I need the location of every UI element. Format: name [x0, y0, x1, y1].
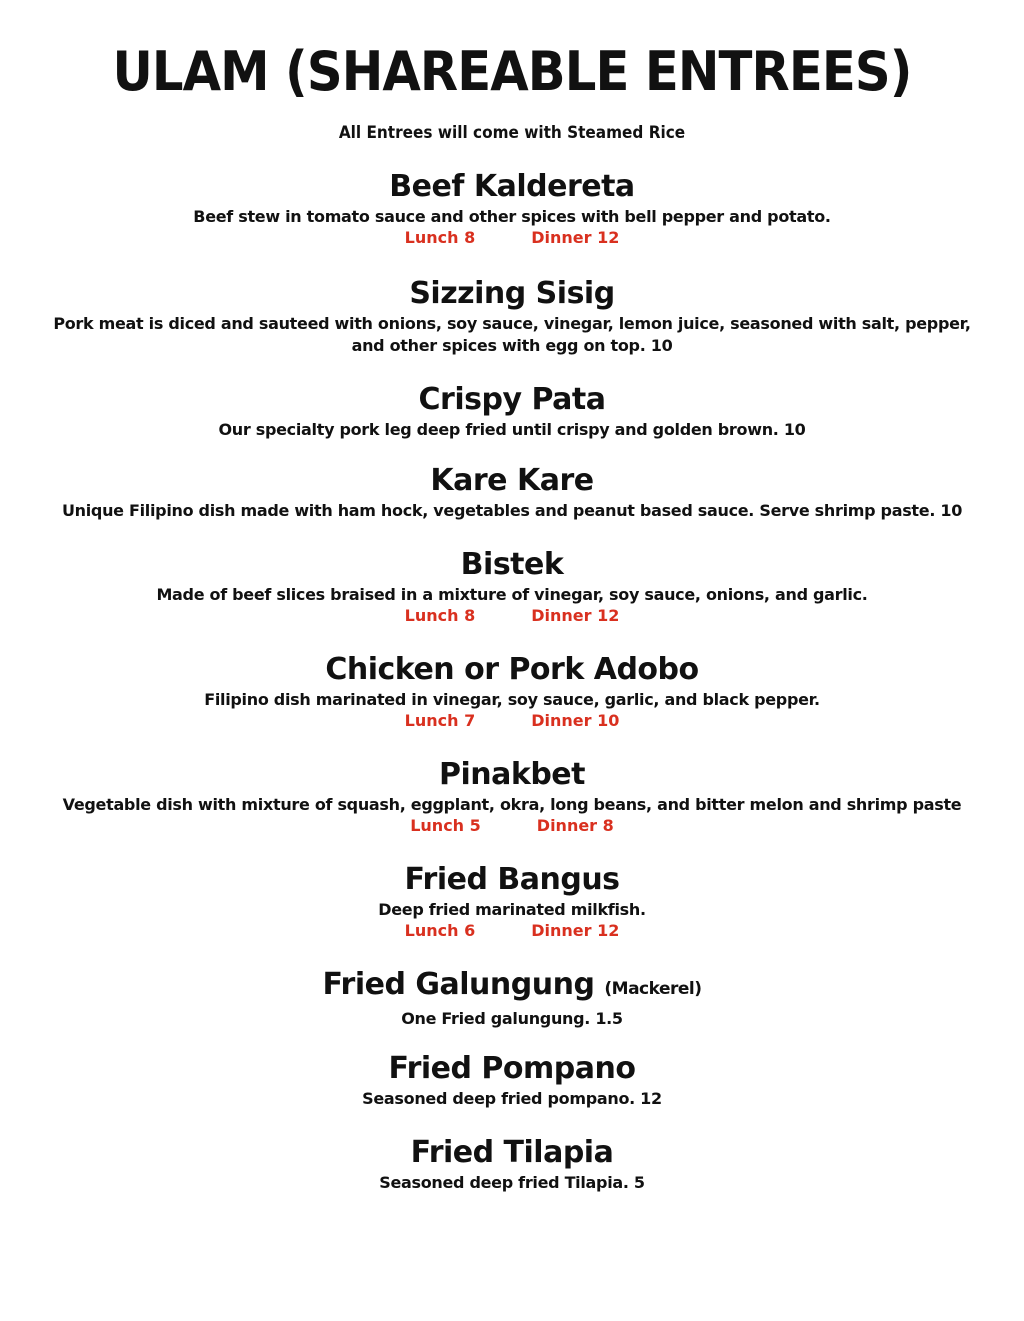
item-description: One Fried galungung. 1.5 [401, 1009, 623, 1028]
menu-item-crispy-pata [40, 381, 984, 441]
lunch-price: Lunch 7 [404, 711, 476, 730]
menu-item-beef-kaldereta [40, 168, 984, 248]
lunch-price: Lunch 5 [410, 816, 481, 835]
item-description: Filipino dish marinated in vinegar, soy sauce, garlic, and black pepper. [204, 690, 820, 709]
item-name: Chicken or Pork Adobo [325, 652, 699, 687]
item-description: Deep fried marinated milkfish. [378, 900, 646, 919]
item-description: Made of beef slices braised in a mixture of vinegar, soy sauce, onions, and garlic. [156, 585, 868, 604]
item-name: Sizzing Sisig [409, 276, 615, 311]
page-subtitle: All Entrees will come with Steamed Rice [338, 123, 686, 143]
lunch-price: Lunch 8 [404, 228, 476, 247]
item-description: Pork meat is diced and sauteed with onions, soy sauce, vinegar, lemon juice, seasoned with salt, pepper, and other spices with egg on top. 10 [53, 314, 971, 355]
dinner-price: Dinner 10 [531, 711, 620, 730]
lunch-price: Lunch 6 [404, 921, 476, 940]
dinner-price: Dinner 12 [531, 228, 620, 247]
item-description: Vegetable dish with mixture of squash, eggplant, okra, long beans, and bitter melon and shrimp paste [62, 795, 962, 814]
item-name: Beef Kaldereta [389, 169, 635, 204]
item-name: Crispy Pata [418, 382, 606, 417]
item-prices [40, 711, 984, 731]
item-description: Seasoned deep fried Tilapia. 5 [379, 1173, 645, 1192]
dinner-price: Dinner 8 [536, 816, 614, 835]
item-note: (Mackerel) [604, 979, 702, 999]
menu-item-pinakbet [40, 756, 984, 836]
item-prices [40, 921, 984, 941]
item-prices [40, 816, 984, 836]
item-name: Bistek [460, 547, 564, 582]
menu-item-sizzing-sisig [40, 275, 984, 357]
item-name: Fried Bangus [404, 862, 620, 897]
menu-item-adobo [40, 651, 984, 731]
menu-item-bistek [40, 546, 984, 626]
item-prices [40, 606, 984, 626]
item-name-row [40, 966, 984, 1008]
item-description: Beef stew in tomato sauce and other spices with bell pepper and potato. [193, 207, 831, 226]
dinner-price: Dinner 12 [531, 606, 620, 625]
item-name: Fried Galungung [322, 967, 595, 1002]
item-name: Fried Tilapia [410, 1135, 614, 1170]
dinner-price: Dinner 12 [531, 921, 620, 940]
page-title: ULAM (SHAREABLE ENTREES) [112, 40, 912, 103]
item-prices [40, 228, 984, 248]
item-name: Fried Pompano [388, 1051, 636, 1086]
lunch-price: Lunch 8 [404, 606, 476, 625]
item-description: Unique Filipino dish made with ham hock, vegetables and peanut based sauce. Serve shrimp paste. 10 [61, 501, 963, 520]
item-name: Pinakbet [439, 757, 585, 792]
menu-item-fried-tilapia [40, 1134, 984, 1194]
menu-item-kare-kare [40, 462, 984, 522]
menu-item-fried-galungung [40, 966, 984, 1030]
item-description: Our specialty pork leg deep fried until crispy and golden brown. 10 [218, 420, 806, 439]
menu-item-fried-pompano [40, 1050, 984, 1110]
item-name: Kare Kare [430, 463, 594, 498]
item-description: Seasoned deep fried pompano. 12 [362, 1089, 662, 1108]
menu-item-fried-bangus [40, 861, 984, 941]
